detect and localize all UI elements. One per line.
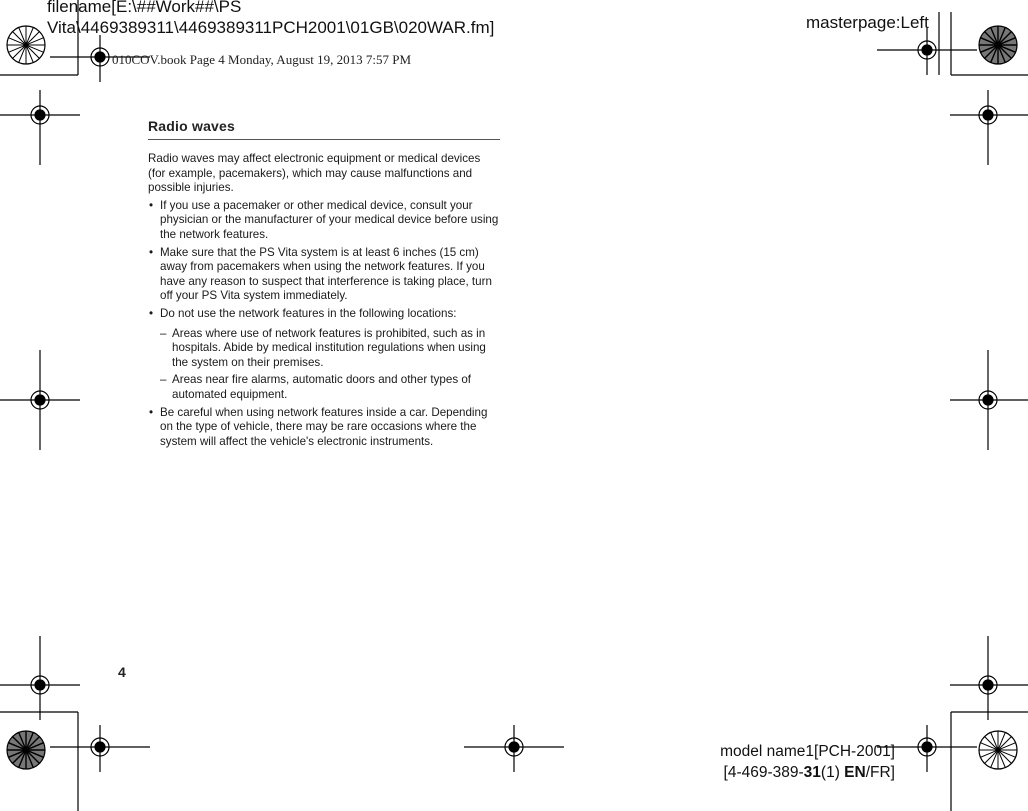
code-language: EN bbox=[844, 764, 866, 781]
starburst-target-bottom-left bbox=[7, 731, 45, 769]
masterpage-label: masterpage:Left bbox=[806, 13, 929, 32]
filename-line-1: filename[E:\##Work##\PS bbox=[47, 0, 242, 16]
sublist-item bbox=[160, 373, 500, 402]
registration-mark bbox=[877, 28, 977, 75]
book-info-line: 010COV.book Page 4 Monday, August 19, 2013 7:57 PM bbox=[112, 52, 412, 67]
list-item-text: Be careful when using network features inside a car. Depending on the type of vehicle, there may be rare occasions where the system will affect the vehicle's electronic instruments. bbox=[160, 405, 488, 448]
starburst-target-top-left bbox=[7, 26, 45, 64]
code-prefix: [4-469-389- bbox=[723, 764, 804, 781]
list-item bbox=[148, 307, 500, 403]
registration-mark bbox=[950, 636, 1028, 720]
registration-mark bbox=[0, 636, 80, 720]
section-title: Radio waves bbox=[148, 118, 500, 140]
list-item-text: Do not use the network features in the following locations: bbox=[160, 306, 457, 320]
code-suffix: /FR] bbox=[865, 764, 895, 781]
model-name-line: model name1[PCH-2001] bbox=[720, 743, 895, 760]
location-sublist bbox=[160, 327, 500, 403]
intro-paragraph: Radio waves may affect electronic equipment or medical devices (for example, pacemakers), which may cause malfunctions and possible injuries. bbox=[148, 152, 481, 195]
product-code-line bbox=[690, 762, 895, 783]
warning-list bbox=[148, 199, 500, 450]
registration-mark bbox=[0, 90, 80, 165]
registration-mark bbox=[950, 350, 1028, 450]
registration-mark bbox=[50, 725, 150, 772]
registration-mark bbox=[464, 725, 564, 772]
sublist-item-text: Areas near fire alarms, automatic doors and other types of automated equipment. bbox=[172, 373, 472, 401]
starburst-target-bottom-right bbox=[979, 731, 1017, 769]
code-bold: 31 bbox=[803, 764, 821, 781]
radio-waves-section bbox=[148, 118, 500, 449]
model-footer bbox=[690, 741, 895, 783]
list-item bbox=[148, 246, 500, 304]
list-item bbox=[148, 406, 500, 450]
list-item bbox=[148, 199, 500, 243]
list-item-text: Make sure that the PS Vita system is at least 6 inches (15 cm) away from pacemakers when using the network features. If you have any reason to suspect that interference is taking place, turn off your PS Vita system immediately. bbox=[160, 245, 492, 303]
sublist-item bbox=[160, 327, 500, 371]
starburst-target-top-right bbox=[979, 26, 1017, 64]
page-number: 4 bbox=[118, 664, 126, 680]
filename-label bbox=[47, 0, 494, 38]
filename-line-2: Vita\4469389311\4469389311PCH2001\01GB\020WAR.fm] bbox=[47, 18, 495, 37]
registration-mark bbox=[0, 350, 80, 450]
code-mid: (1) bbox=[820, 764, 845, 781]
sublist-item-text: Areas where use of network features is prohibited, such as in hospitals. Abide by medical institution regulations when using the system on their premises. bbox=[172, 326, 486, 369]
registration-mark bbox=[950, 90, 1028, 165]
list-item-text: If you use a pacemaker or other medical device, consult your physician or the manufacturer of your medical device before using the network features. bbox=[160, 198, 499, 241]
